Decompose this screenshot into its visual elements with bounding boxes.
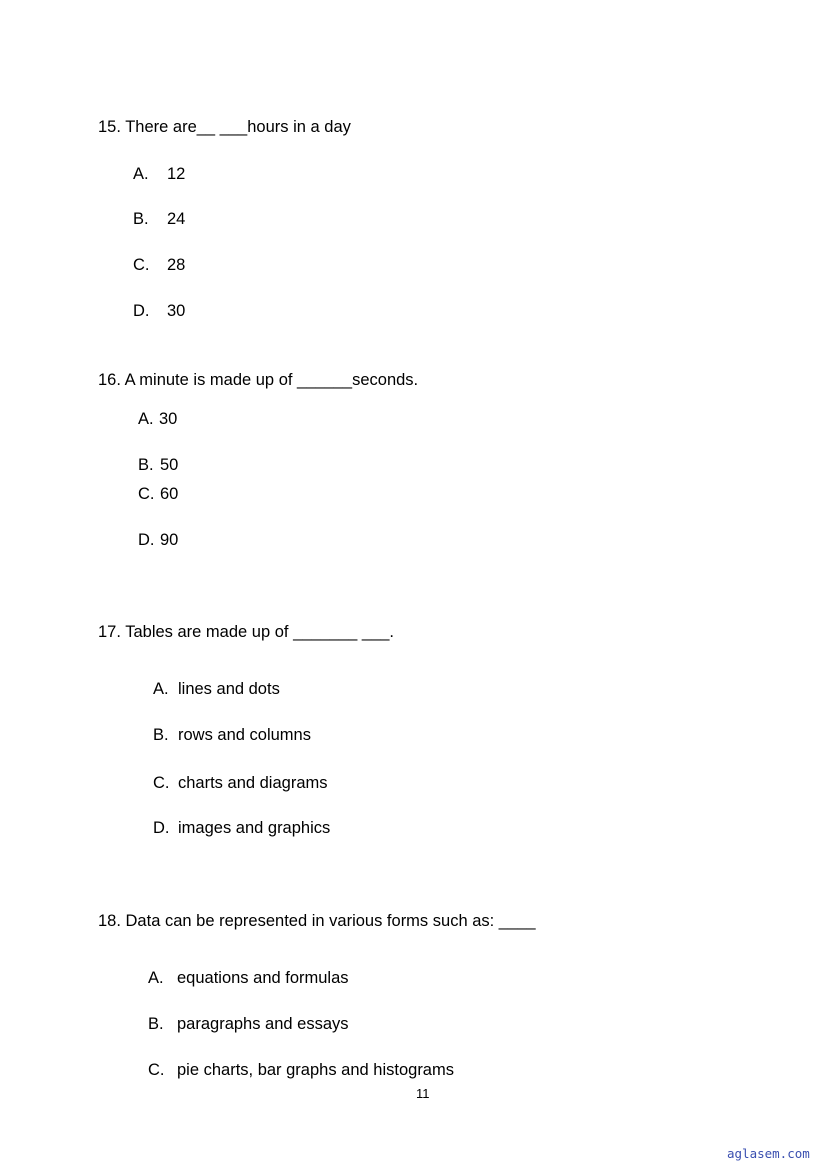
option-text: paragraphs and essays xyxy=(177,1015,349,1033)
option-text: 50 xyxy=(160,456,179,474)
option-text: equations and formulas xyxy=(177,969,349,987)
option-letter: D. xyxy=(138,531,155,549)
option-letter: B. xyxy=(148,1015,164,1033)
question-15-text: 15. There are__ ___hours in a day xyxy=(98,118,351,136)
option-letter: B. xyxy=(133,210,149,228)
option-text: 24 xyxy=(167,210,186,228)
option-text: lines and dots xyxy=(178,680,280,698)
option-text: pie charts, bar graphs and histograms xyxy=(177,1061,454,1079)
option-letter: A. xyxy=(133,165,149,183)
option-text: 28 xyxy=(167,256,186,274)
option-letter: C. xyxy=(138,485,155,503)
option-text: images and graphics xyxy=(178,819,331,837)
option-text: 90 xyxy=(160,531,179,549)
question-17-text: 17. Tables are made up of _______ ___. xyxy=(98,623,395,641)
option-letter: C. xyxy=(148,1061,165,1079)
question-18-text: 18. Data can be represented in various forms such as: ____ xyxy=(98,912,536,930)
option-text: 30 xyxy=(167,302,186,320)
page-number: 11 xyxy=(416,1086,430,1101)
option-letter: A. xyxy=(148,969,164,987)
option-letter: A. xyxy=(138,410,154,428)
option-text: charts and diagrams xyxy=(178,774,328,792)
option-text: 60 xyxy=(160,485,179,503)
watermark-link[interactable]: aglasem.com xyxy=(727,1146,810,1161)
option-letter: C. xyxy=(133,256,150,274)
question-16-text: 16. A minute is made up of ______seconds. xyxy=(98,371,419,389)
option-letter: B. xyxy=(153,726,169,744)
option-letter: C. xyxy=(153,774,170,792)
option-text: 12 xyxy=(167,165,186,183)
option-text: rows and columns xyxy=(178,726,311,744)
option-letter: D. xyxy=(153,819,170,837)
option-letter: B. xyxy=(138,456,154,474)
option-letter: A. xyxy=(153,680,169,698)
option-text: 30 xyxy=(159,410,178,428)
option-letter: D. xyxy=(133,302,150,320)
